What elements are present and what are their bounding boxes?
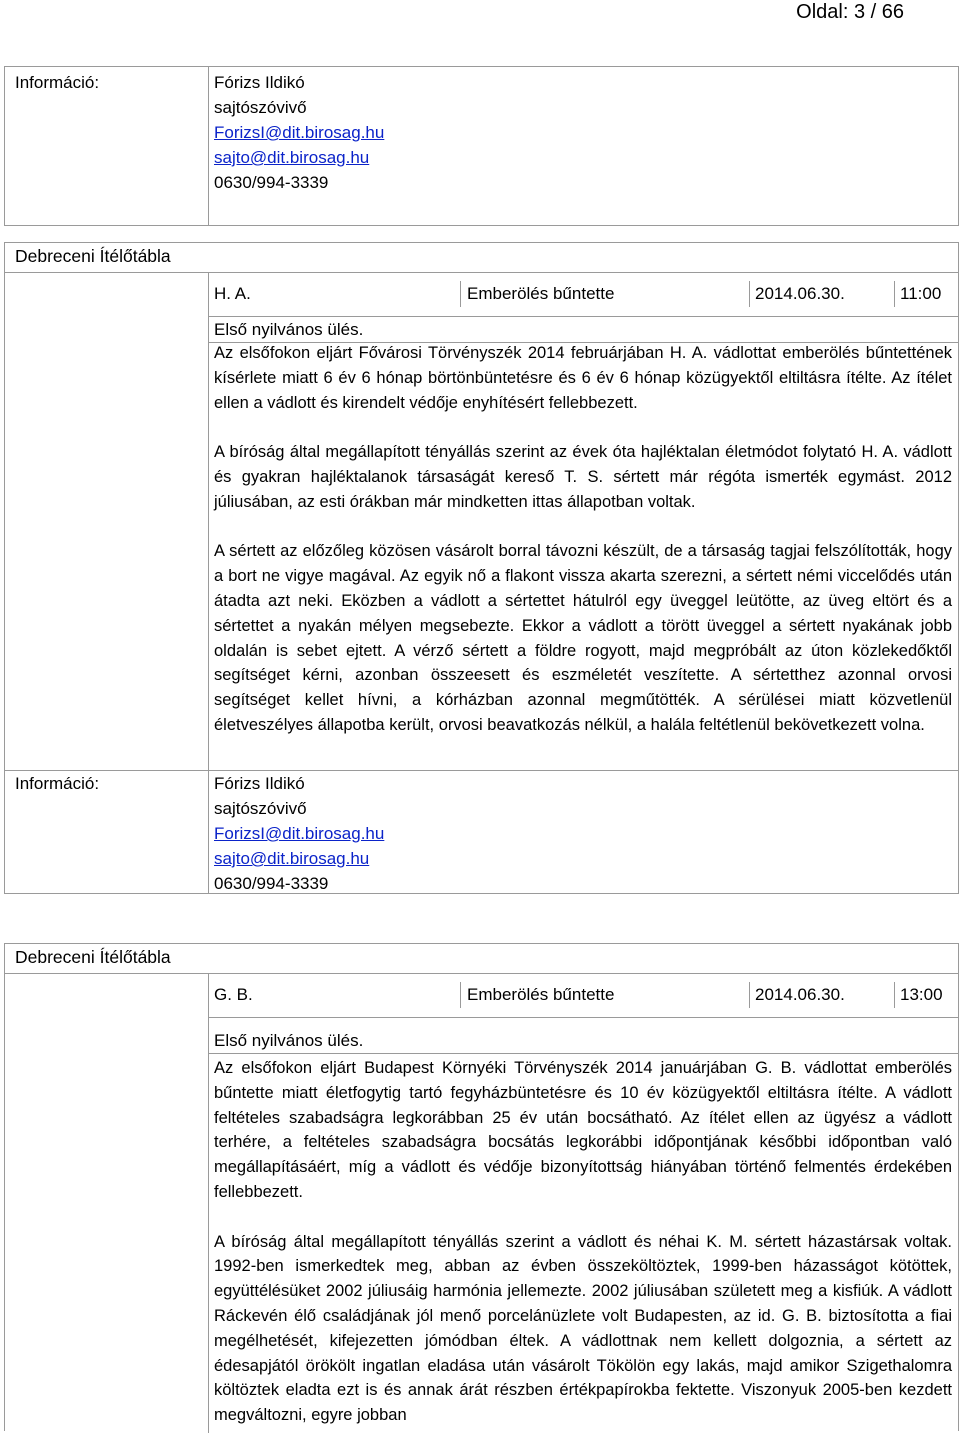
contact-name: Fórizs Ildikó [214, 73, 305, 92]
info-label: Információ: [15, 774, 100, 793]
contact-role: sajtószóvivő [214, 799, 307, 818]
defendant-initials: H. A. [214, 284, 251, 303]
cell-divider [460, 982, 461, 1008]
press-email-link[interactable]: sajto@dit.birosag.hu [214, 148, 370, 167]
verdict-paragraph: Az elsőfokon eljárt Fővárosi Törvényszék 2014 februárjában H. A. vádlottat emberölés bűntettének kísérlete miatt 6 év 6 hónap börtönbüntetésre és 6 év 6 hónap közügyektől eltiltásra ítélte. Az ítélet ellen a vádlott és kirendelt védője enyhítésért fellebbezett. [214, 344, 952, 412]
case-entry [4, 242, 959, 894]
case-summary-row [214, 982, 958, 1008]
hearing-type: Első nyilvános ülés. [214, 1031, 364, 1050]
case-description [214, 341, 952, 738]
case-summary-row [214, 281, 958, 307]
cell-divider [894, 982, 895, 1008]
court-name: Debreceni Ítélőtábla [15, 947, 171, 967]
hearing-time: 11:00 [900, 284, 942, 303]
contact-email-link[interactable]: ForizsI@dit.birosag.hu [214, 824, 385, 843]
case-entry [4, 943, 959, 1431]
press-contact [214, 771, 384, 896]
press-email-link[interactable]: sajto@dit.birosag.hu [214, 849, 370, 868]
contact-phone: 0630/994-3339 [214, 173, 329, 192]
facts-paragraph: A sértett az előzőleg közösen vásárolt borral távozni készült, de a társaság tagjai felszólították, hogy a bort ne vigye magával. Az egyik nő a flakont vissza akarta szerezni, a sértett némi viccelődés után átadta azt neki. Eközben a vádlott a sértettet hátulról egy üveggel leütötte, az üveg eltört és a sértettet a nyakán mélyen megsebezte. Ekkor a vádlott a törött üveggel a sértett nyakának jobb oldalán is sebet ejtett. A vérző sértett a földre rogyott, majd megpróbált az úton közlekedőktől segítséget kérni, azonban összeesett és eszméletét veszítette. A sértetthez azonnal orvosi segítséget kellet hívni, a kórházban azonnal megműtötték. A sérülései miatt közvetlenül életveszélyes állapotba került, orvosi beavatkozás nélkül, a halála feltétlenül bekövetkezett volna. [214, 542, 952, 734]
row-divider [208, 1053, 958, 1054]
case-description [214, 1056, 952, 1428]
row-divider [5, 770, 958, 771]
column-divider [208, 272, 209, 893]
contact-email-link[interactable]: ForizsI@dit.birosag.hu [214, 123, 385, 142]
hearing-date: 2014.06.30. [755, 985, 845, 1004]
cell-divider [460, 281, 461, 307]
cell-divider [894, 281, 895, 307]
column-divider [208, 67, 209, 225]
facts-paragraph: A bíróság által megállapított tényállás szerint az évek óta hajléktalan életmódot folytató H. A. vádlott és gyakran hajléktalanok társaságát kereső T. S. sértett már régóta ismerték egymást. 2012 júliusában, az esti órákban már mindketten ittas állapotban voltak. [214, 443, 952, 511]
row-divider [5, 973, 958, 974]
verdict-paragraph: Az elsőfokon eljárt Budapest Környéki Törvényszék 2014 januárjában G. B. vádlottat emberölés bűntette miatt életfogytig tartó fegyházbüntetésre és 10 év közügyektől eltiltásra ítélte. A vádlott feltételes szabadságra legkorábban 25 év után bocsátható. Az ítélet ellen az ügyész a vádlott terhére, a feltételes szabadságra bocsátás legkorábbi időpontjának későbbi időpontban való megállapításáért, míg a vádlott és védője bizonyítottság hiányában történő felmentés érdekében fellebbezett. [214, 1059, 952, 1201]
row-divider [208, 1017, 958, 1018]
cell-divider [749, 982, 750, 1008]
hearing-time: 13:00 [900, 985, 943, 1004]
cell-divider [749, 281, 750, 307]
crime-type: Emberölés bűntette [467, 284, 615, 303]
column-divider [208, 973, 209, 1433]
contact-role: sajtószóvivő [214, 98, 307, 117]
hearing-date: 2014.06.30. [755, 284, 845, 303]
contact-phone: 0630/994-3339 [214, 874, 329, 893]
page-number: Oldal: 3 / 66 [796, 1, 904, 23]
hearing-type: Első nyilvános ülés. [214, 320, 364, 339]
press-contact [214, 70, 384, 195]
facts-paragraph: A bíróság által megállapított tényállás szerint a vádlott és néhai K. M. sértett házastársak voltak. 1992-ben ismerkedtek meg, abban az évben összeköltöztek, 1999-ben házasságot kötöttek, együttélésüket 2002 júliusáig harmónia jellemezte. 2002 júliusában született meg a kisfiúk. A vádlott Ráckevén élő családjának jól menő porcelánüzlete volt Budapesten, az id. G. B. biztosította a fiai megélhetését, kifejezetten jómódban éltek. A vádlottnak nem kellett dolgoznia, a sértett az édesapjától örökölt ingatlan eladása után vásárolt Tökölön egy lakás, majd amikor Szigethalomra költöztek eladta ezt is és annak árát részben értékpapírokba fektette. Viszonyuk 2005-ben kezdett megváltozni, egyre jobban [214, 1232, 952, 1425]
contact-info-section [4, 66, 959, 226]
court-name: Debreceni Ítélőtábla [15, 246, 171, 266]
defendant-initials: G. B. [214, 985, 253, 1004]
row-divider [5, 272, 958, 273]
contact-name: Fórizs Ildikó [214, 774, 305, 793]
info-label: Információ: [15, 73, 100, 92]
crime-type: Emberölés bűntette [467, 985, 615, 1004]
